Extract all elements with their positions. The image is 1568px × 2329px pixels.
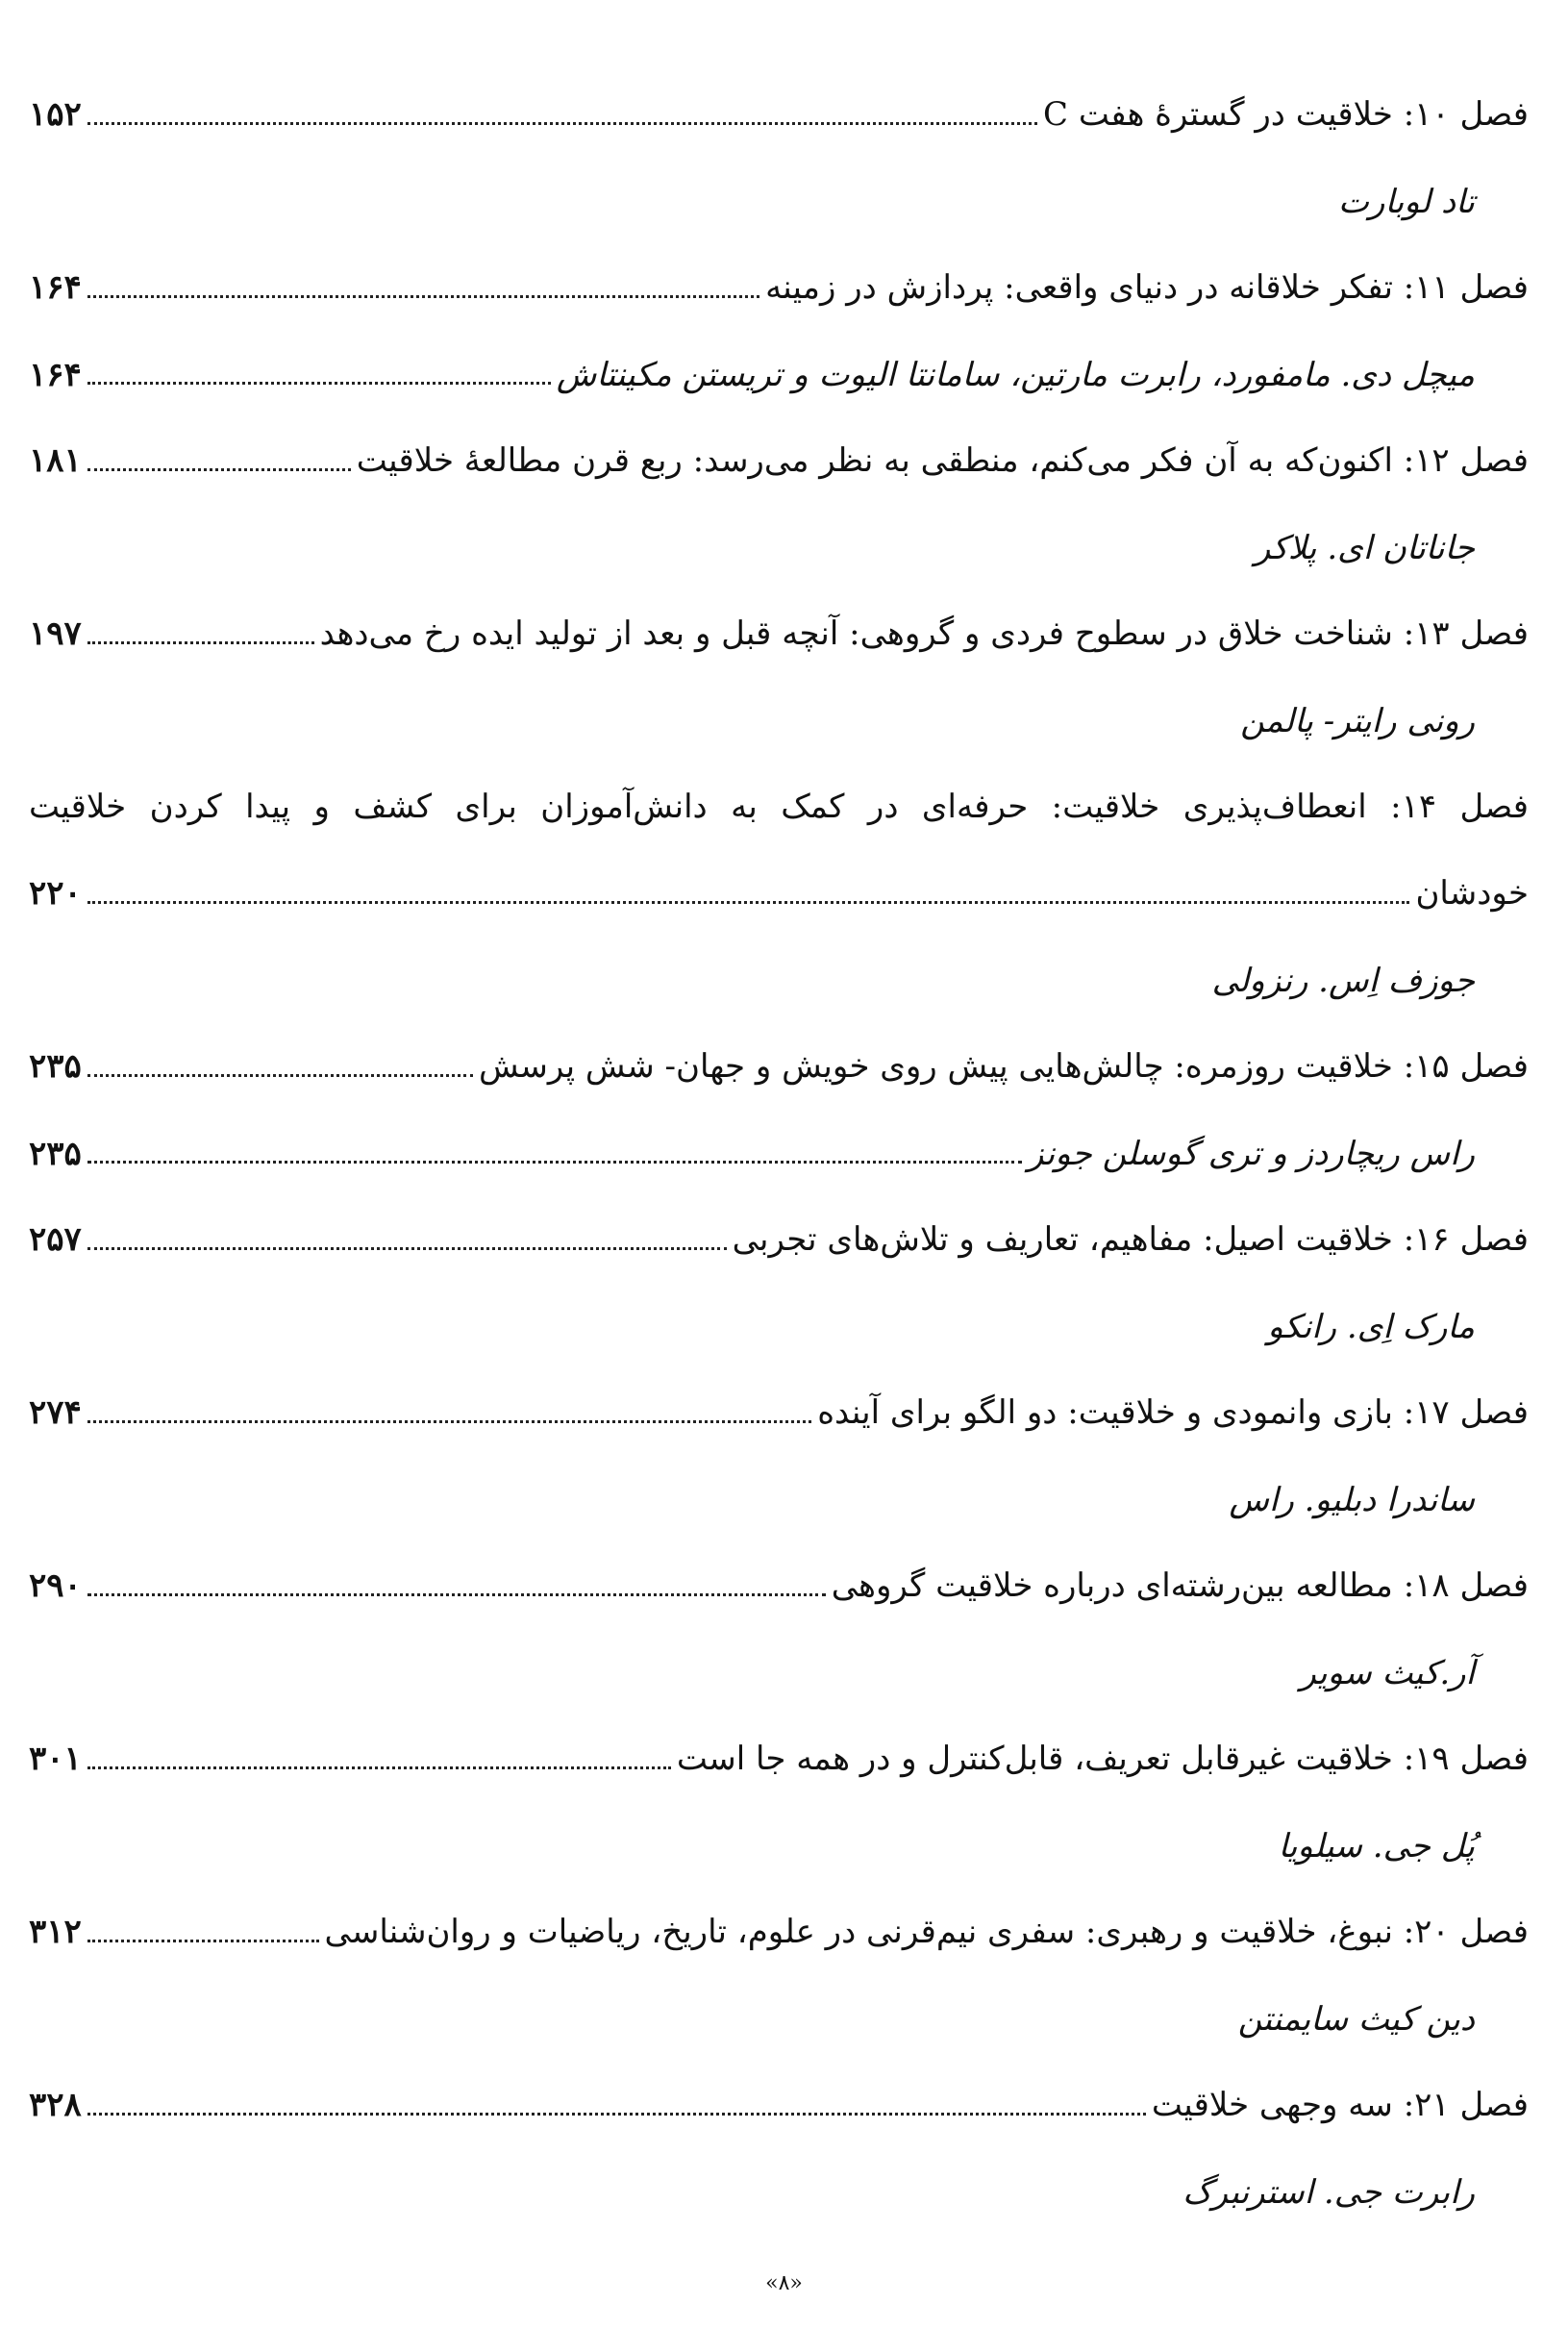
author-page-number: ۲۳۵ <box>29 1135 82 1173</box>
chapter-title: فصل ۱۷: بازی وانمودی و خلاقیت: دو الگو برای آینده <box>817 1393 1529 1433</box>
chapter-author[interactable] <box>29 308 1568 394</box>
chapter-line[interactable] <box>29 567 1529 654</box>
toc-entry <box>29 2039 1529 2212</box>
chapter-line[interactable] <box>29 827 1529 914</box>
chapter-title: فصل ۲۰: نبوغ، خلاقیت و رهبری: سفری نیم‌قرنی در علوم، تاریخ، ریاضیات و روان‌شناسی <box>324 1913 1529 1952</box>
chapter-line[interactable] <box>29 1519 1529 1606</box>
dot-leader <box>87 901 1410 904</box>
toc-entry <box>29 221 1529 394</box>
chapter-title: فصل ۱۹: خلاقیت غیرقابل تعریف، قابل‌کنترل و در همه جا است <box>676 1740 1529 1779</box>
dot-leader <box>87 122 1037 125</box>
dot-leader <box>87 382 551 385</box>
chapter-title: فصل ۱۰: خلاقیت در گسترهٔ هفت C <box>1043 95 1529 135</box>
chapter-line[interactable] <box>29 1866 1529 1952</box>
page-number: ۱۹۷ <box>29 614 82 654</box>
dot-leader <box>87 468 351 471</box>
chapter-title: فصل ۱۵: خلاقیت روزمره: چالش‌هایی پیش روی خویش و جهان- شش پرسش <box>479 1047 1529 1087</box>
toc-entry <box>29 1000 1529 1173</box>
toc-entry <box>29 48 1529 221</box>
chapter-title: فصل ۱۸: مطالعه بین‌رشته‌ای درباره خلاقیت گروهی <box>831 1566 1529 1606</box>
chapter-line[interactable] <box>29 1000 1529 1087</box>
dot-leader <box>87 1161 1022 1164</box>
chapter-author <box>29 1779 1529 1866</box>
toc-entry <box>29 1692 1529 1866</box>
dot-leader <box>87 1247 727 1250</box>
chapter-title-line1: فصل ۱۴: انعطاف‌پذیری خلاقیت: حرفه‌ای در کمک به دانش‌آموزان برای کشف و پیدا کردن خلاقیت <box>29 788 1530 827</box>
chapter-line[interactable] <box>29 2039 1529 2125</box>
author-name: پُل جی. سیلویا <box>1278 1827 1475 1866</box>
page-number: ۱۶۴ <box>29 268 82 308</box>
page-footer-number: «۸» <box>765 2271 803 2295</box>
chapter-line[interactable] <box>29 48 1529 135</box>
chapter-line[interactable] <box>29 1173 1529 1260</box>
chapter-title: خودشان <box>1415 874 1529 914</box>
chapter-author <box>29 2125 1529 2212</box>
chapter-author <box>29 654 1529 740</box>
dot-leader <box>87 2113 1146 2116</box>
author-name: راس ریچاردز و تری گوسلن جونز <box>1027 1135 1475 1173</box>
chapter-line[interactable] <box>29 1346 1529 1433</box>
author-name: میچل دی. مامفورد، رابرت مارتین، سامانتا الیوت و تریستن مکینتاش <box>556 356 1475 394</box>
toc-entry <box>29 567 1529 740</box>
author-name: رونی رایتر- پالمن <box>1240 702 1475 740</box>
chapter-title: فصل ۱۶: خلاقیت اصیل: مفاهیم، تعاریف و تلاش‌های تجربی <box>732 1220 1529 1260</box>
author-page-number: ۱۶۴ <box>29 356 82 394</box>
page-number: ۳۰۱ <box>29 1740 82 1779</box>
dot-leader <box>87 641 314 644</box>
table-of-contents <box>29 48 1529 2212</box>
author-name: جاناتان ای. پلاکر <box>1254 529 1475 567</box>
chapter-author <box>29 135 1529 221</box>
author-name: تاد لوبارت <box>1338 183 1475 221</box>
page-number: ۲۲۰ <box>29 874 82 914</box>
page-number: ۲۳۵ <box>29 1047 82 1087</box>
chapter-line[interactable] <box>29 1692 1529 1779</box>
page-number: ۱۵۲ <box>29 95 82 135</box>
toc-entry <box>29 1519 1529 1692</box>
chapter-line[interactable] <box>29 221 1529 308</box>
author-name: ساندرا دبلیو. راس <box>1229 1481 1475 1519</box>
author-name: آر.کیث سویر <box>1300 1654 1475 1692</box>
page-number: ۳۱۲ <box>29 1913 82 1952</box>
author-name: مارک اِی. رانکو <box>1267 1308 1475 1346</box>
dot-leader <box>87 1766 671 1769</box>
chapter-author <box>29 1433 1529 1519</box>
dot-leader <box>87 1074 473 1077</box>
toc-entry <box>29 740 1529 1000</box>
page-number: ۳۲۸ <box>29 2086 82 2125</box>
author-name: رابرت جی. استرنبرگ <box>1182 2173 1475 2212</box>
author-name: دین کیث سایمنتن <box>1237 2000 1475 2039</box>
chapter-author <box>29 1260 1529 1346</box>
toc-entry <box>29 394 1529 567</box>
dot-leader <box>87 1593 826 1596</box>
chapter-line-first[interactable] <box>29 740 1529 827</box>
chapter-title: فصل ۲۱: سه وجهی خلاقیت <box>1151 2086 1529 2125</box>
chapter-line[interactable] <box>29 394 1529 481</box>
chapter-author <box>29 1952 1529 2039</box>
page-number: ۲۵۷ <box>29 1220 82 1260</box>
author-name: جوزف اِس. رنزولی <box>1211 962 1475 1000</box>
page-number: ۲۹۰ <box>29 1566 82 1606</box>
page-number: ۲۷۴ <box>29 1393 82 1433</box>
toc-entry <box>29 1346 1529 1519</box>
chapter-title: فصل ۱۳: شناخت خلاق در سطوح فردی و گروهی: آنچه قبل و بعد از تولید ایده رخ می‌دهد <box>319 614 1529 654</box>
chapter-author <box>29 481 1529 567</box>
page-number: ۱۸۱ <box>29 441 82 481</box>
chapter-author <box>29 914 1529 1000</box>
toc-entry <box>29 1173 1529 1346</box>
chapter-title: فصل ۱۱: تفکر خلاقانه در دنیای واقعی: پردازش در زمینه <box>765 268 1529 308</box>
dot-leader <box>87 1940 319 1942</box>
chapter-author <box>29 1606 1529 1692</box>
dot-leader <box>87 295 759 298</box>
chapter-title: فصل ۱۲: اکنون‌که به آن فکر می‌کنم، منطقی به نظر می‌رسد: ربع قرن مطالعهٔ خلاقیت <box>356 441 1529 481</box>
chapter-author[interactable] <box>29 1087 1529 1173</box>
toc-entry <box>29 1866 1529 2039</box>
dot-leader <box>87 1420 811 1423</box>
